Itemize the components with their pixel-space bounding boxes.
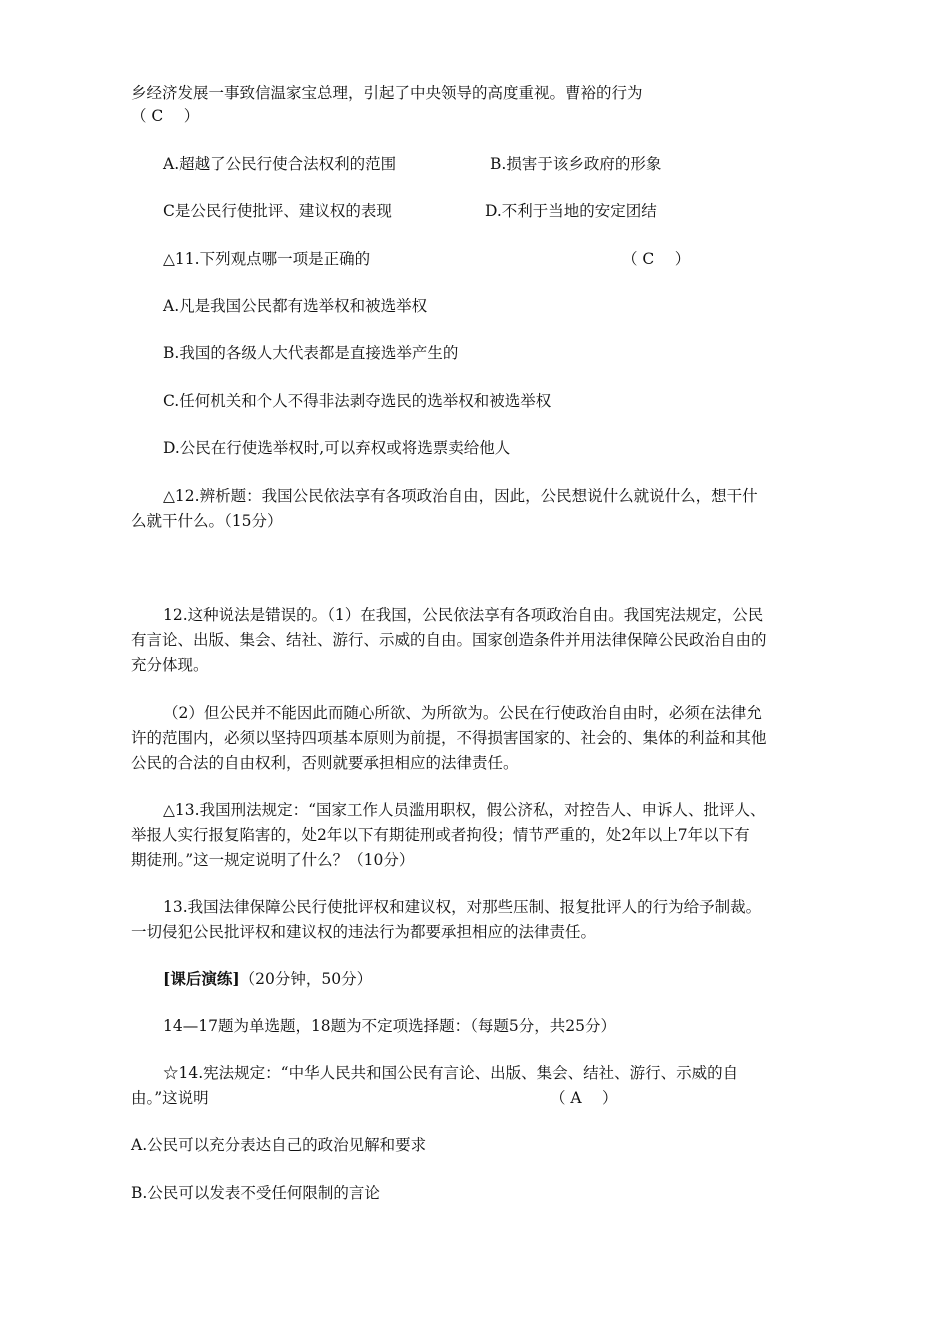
q13-stem-line3: 期徒刑。”这一规定说明了什么？（10分）: [131, 851, 415, 869]
a13-line2: 一切侵犯公民批评权和建议权的违法行为都要承担相应的法律责任。: [131, 923, 597, 941]
a12-line3: 充分体现。: [131, 656, 209, 674]
q14-option-b: B.公民可以发表不受任何限制的言论: [131, 1184, 380, 1202]
a12-line2: 有言论、出版、集会、结社、游行、示威的自由。国家创造条件并用法律保障公民政治自由的: [131, 631, 767, 649]
section-instructions: 14—17题为单选题，18题为不定项选择题：（每题5分，共25分）: [163, 1017, 617, 1035]
q11-answer: （ C ）: [622, 250, 691, 268]
q11-option-d: D.公民在行使选举权时,可以弃权或将选票卖给他人: [163, 439, 511, 457]
q14-option-a: A.公民可以充分表达自己的政治见解和要求: [131, 1136, 427, 1154]
q11-option-a: A.凡是我国公民都有选举权和被选举权: [163, 297, 428, 315]
q14-stem-line2: 由。”这说明: [131, 1089, 209, 1107]
q11-stem: △11.下列观点哪一项是正确的: [163, 250, 371, 268]
a13-line1: 13.我国法律保障公民行使批评权和建议权，对那些压制、报复批评人的行为给予制裁。: [163, 898, 762, 916]
q14-answer: （ A ）: [550, 1089, 618, 1107]
a12-line4: （2）但公民并不能因此而随心所欲、为所欲为。公民在行使政治自由时，必须在法律允: [163, 704, 762, 722]
q11-option-b: B.我国的各级人大代表都是直接选举产生的: [163, 344, 459, 362]
q14-stem-line1: ☆14.宪法规定：“中华人民共和国公民有言论、出版、集会、结社、游行、示威的自: [163, 1064, 739, 1082]
q12-stem-line2: 么就干什么。（15分）: [131, 512, 283, 530]
q12-stem-line1: △12.辨析题：我国公民依法享有各项政治自由，因此，公民想说什么就说什么，想干什: [163, 487, 758, 505]
q13-stem-line2: 举报人实行报复陷害的，处2年以下有期徒刑或者拘役；情节严重的，处2年以上7年以下有: [131, 826, 750, 844]
section-heading-row: [163, 968, 372, 990]
q10-answer: （ C ）: [131, 107, 200, 125]
a12-line6: 公民的合法的自由权利，否则就要承担相应的法律责任。: [131, 754, 519, 772]
q10-option-a: A.超越了公民行使合法权利的范围: [163, 155, 397, 173]
section-heading: [课后演练]: [163, 969, 240, 988]
q11-option-c: C.任何机关和个人不得非法剥夺选民的选举权和被选举权: [163, 392, 552, 410]
q10-option-c: C是公民行使批评、建议权的表现: [163, 202, 392, 220]
q10-option-b: B.损害于该乡政府的形象: [490, 155, 662, 173]
q10-stem: 乡经济发展一事致信温家宝总理，引起了中央领导的高度重视。曹裕的行为: [131, 84, 643, 102]
a12-line5: 许的范围内，必须以坚持四项基本原则为前提，不得损害国家的、社会的、集体的利益和其他: [131, 729, 767, 747]
section-time: （20分钟，50分）: [239, 970, 373, 988]
a12-line1: 12.这种说法是错误的。（1）在我国，公民依法享有各项政治自由。我国宪法规定，公民: [163, 606, 764, 624]
q13-stem-line1: △13.我国刑法规定：“国家工作人员滥用职权，假公济私，对控告人、申诉人、批评人、: [163, 801, 766, 819]
q10-option-d: D.不利于当地的安定团结: [485, 202, 657, 220]
